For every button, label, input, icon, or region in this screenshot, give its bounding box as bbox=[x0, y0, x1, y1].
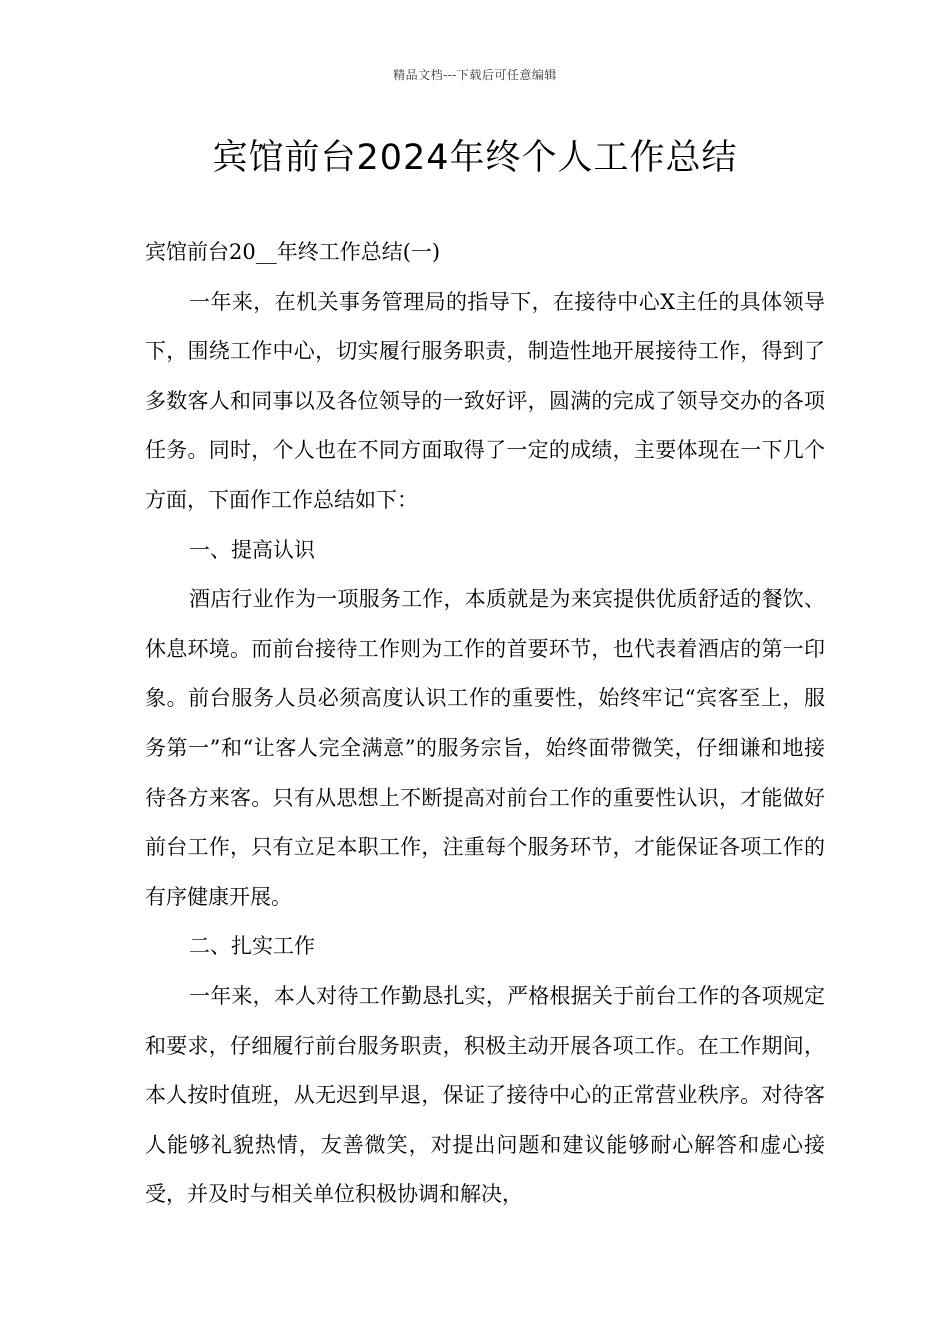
document-title: 宾馆前台2024年终个人工作总结 bbox=[212, 138, 738, 178]
paragraph-intro: 一年来，在机关事务管理局的指导下，在接待中心X主任的具体领导下，围绕工作中心，切实履行服务职责，制造性地开展接待工作，得到了多数客人和同事以及各位领导的一致好评，圆满的完成了领导交办的各项任务。同时，个人也在不同方面取得了一定的成绩，主要体现在一下几个方面，下面作工作总结如下： bbox=[145, 289, 825, 512]
header-note: 精品文档---下载后可任意编辑 bbox=[393, 68, 557, 82]
heading-section-1: 一、提高认识 bbox=[189, 537, 315, 562]
document-body bbox=[145, 228, 825, 1220]
paragraph-section-1: 酒店行业作为一项服务工作，本质就是为来宾提供优质舒适的餐饮、休息环境。而前台接待工作则为工作的首要环节，也代表着酒店的第一印象。前台服务人员必须高度认识工作的重要性，始终牢记“宾客至上，服务第一”和“让客人完全满意”的服务宗旨，始终面带微笑，仔细谦和地接待各方来客。只有从思想上不断提高对前台工作的重要性认识，才能做好前台工作，只有立足本职工作，注重每个服务环节，才能保证各项工作的有序健康开展。 bbox=[145, 587, 825, 909]
section-subtitle: 宾馆前台20__年终工作总结(一) bbox=[145, 240, 441, 264]
heading-section-2: 二、扎实工作 bbox=[189, 934, 315, 959]
paragraph-section-2: 一年来，本人对待工作勤恳扎实，严格根据关于前台工作的各项规定和要求，仔细履行前台服务职责，积极主动开展各项工作。在工作期间，本人按时值班，从无迟到早退，保证了接待中心的正常营业秩序。对待客人能够礼貌热情，友善微笑，对提出问题和建议能够耐心解答和虚心接受，并及时与相关单位积极协调和解决， bbox=[145, 983, 825, 1207]
